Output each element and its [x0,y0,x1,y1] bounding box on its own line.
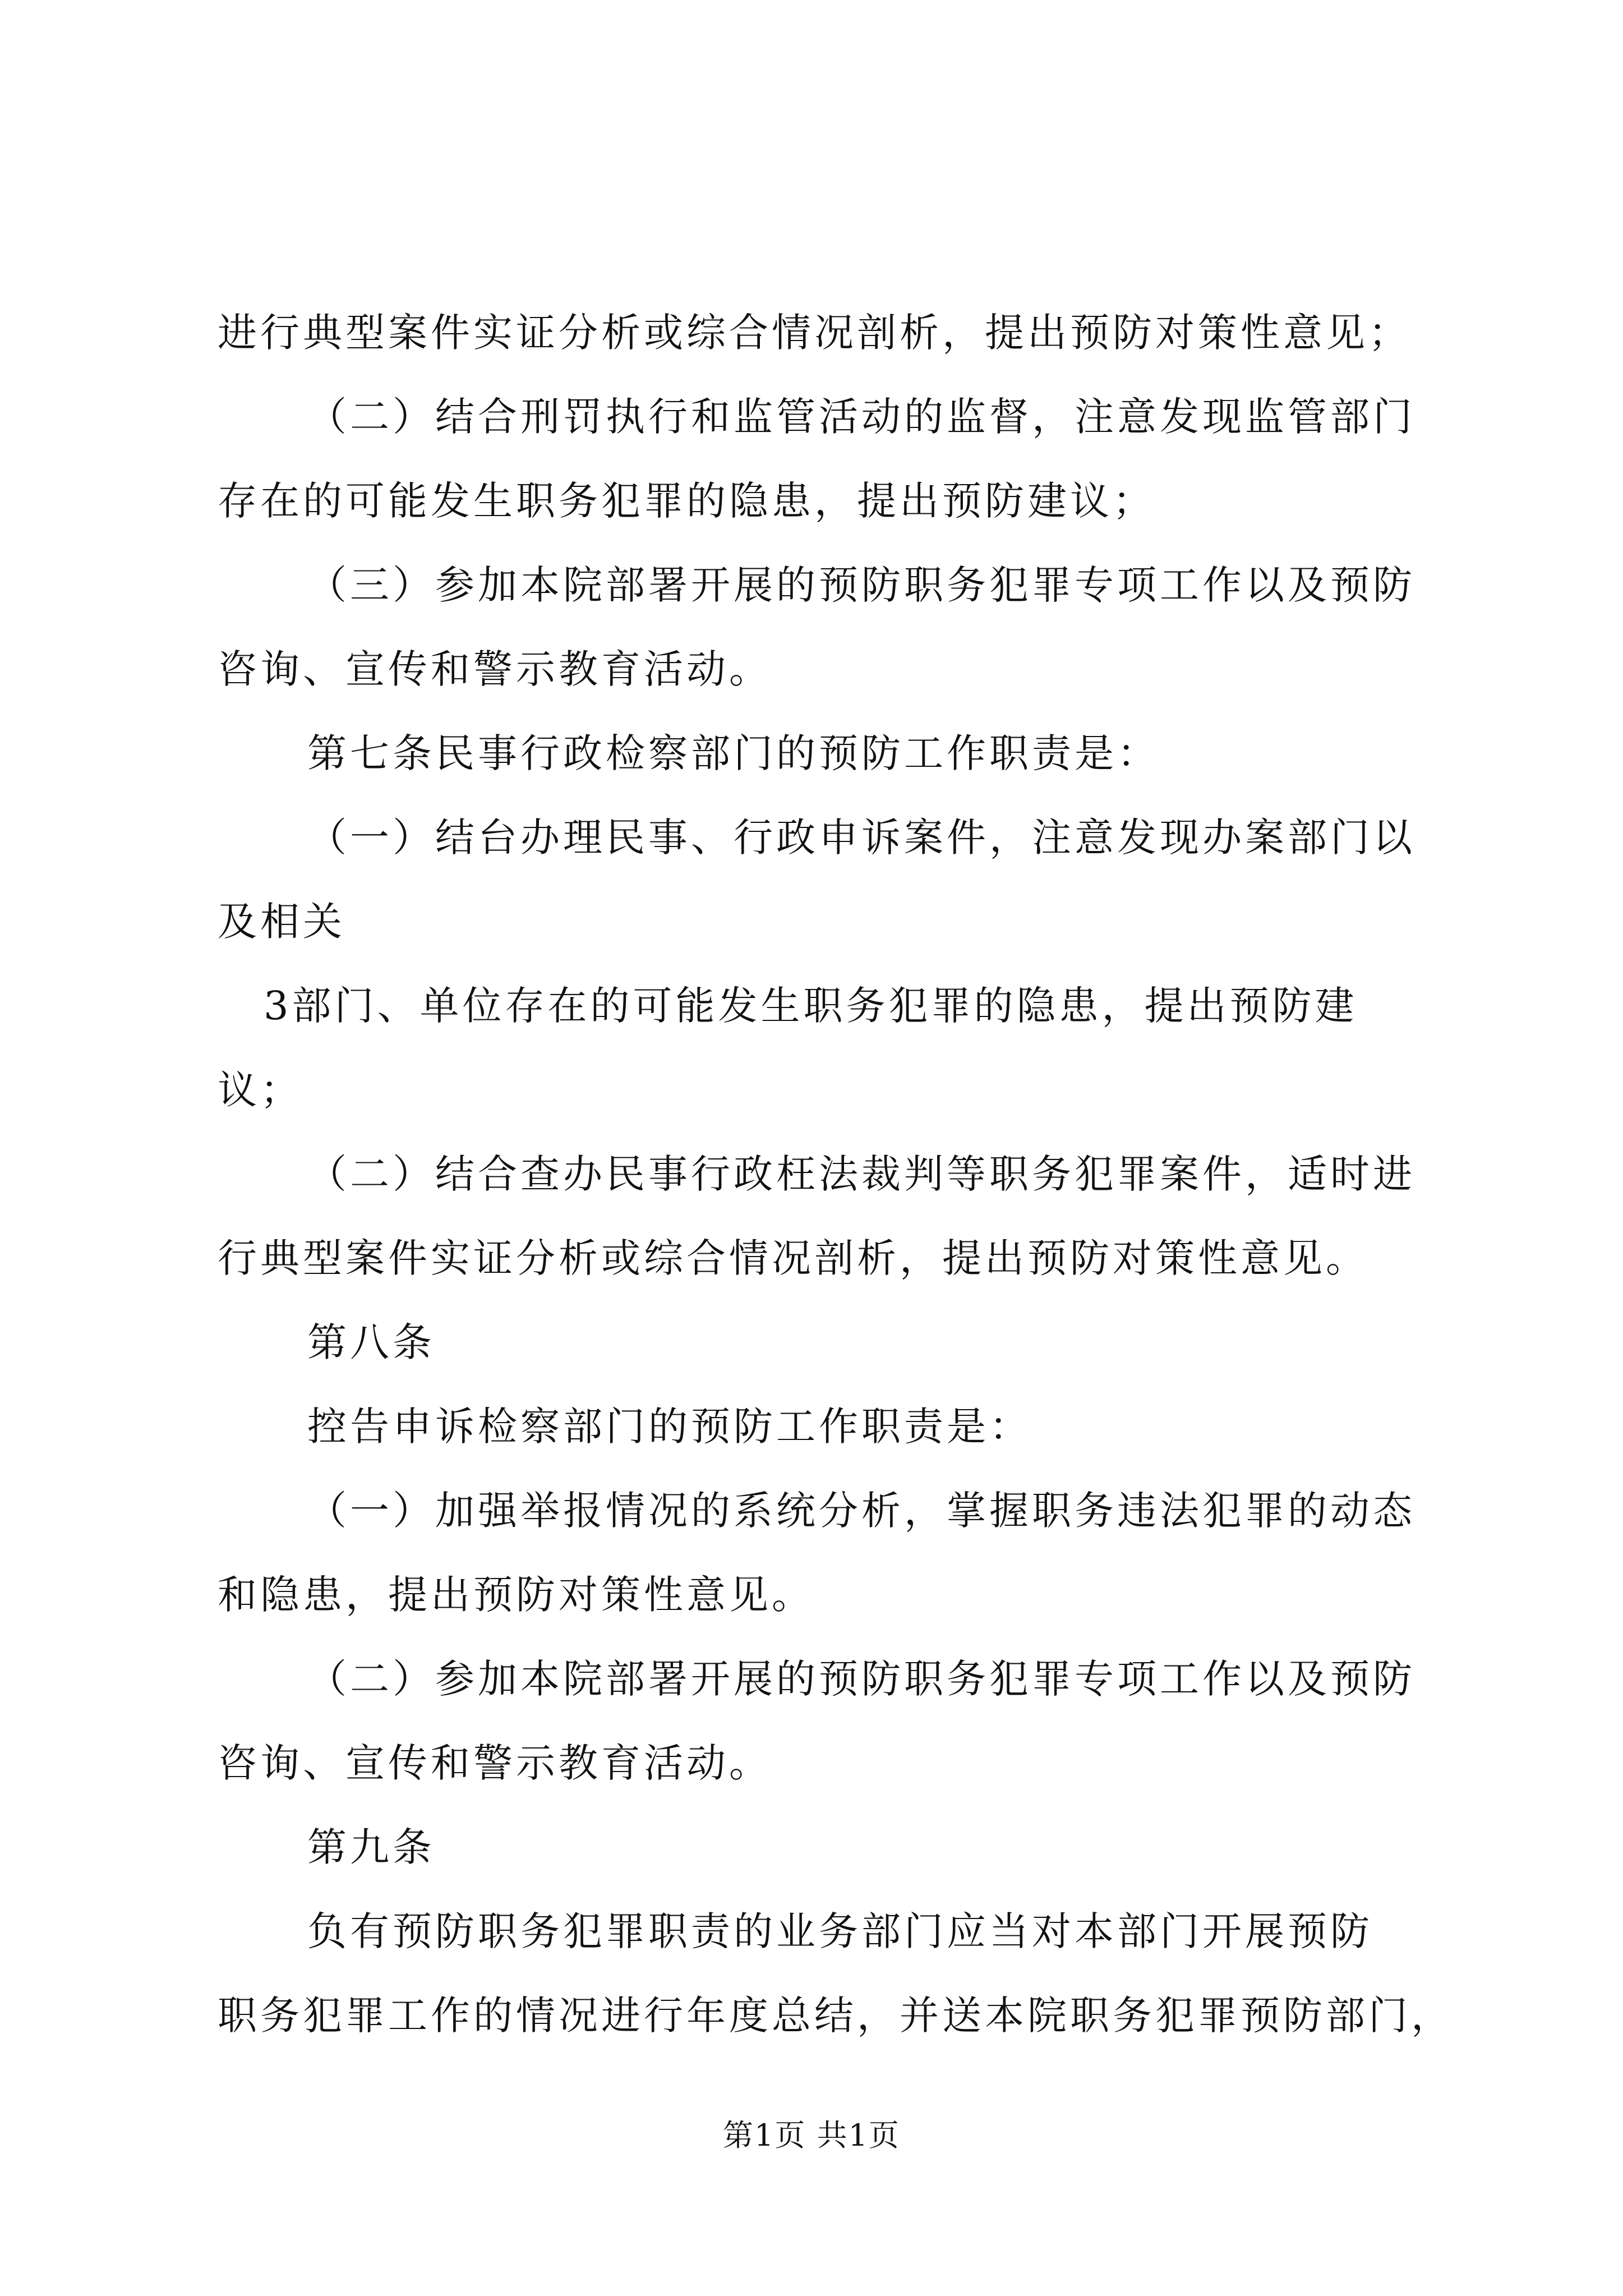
paragraph-line: 控告申诉检察部门的预防工作职责是： [307,1404,1032,1450]
paragraph-line: （一）加强举报情况的系统分析，掌握职务违法犯罪的动态 [307,1488,1415,1534]
paragraph-line: 和隐患，提出预防对策性意见。 [218,1572,814,1618]
paragraph-line: 存在的可能发生职务犯罪的隐患，提出预防建议； [218,478,1155,524]
paragraph-line: 行典型案件实证分析或综合情况剖析，提出预防对策性意见。 [218,1235,1368,1281]
paragraph-line: （二）结合查办民事行政枉法裁判等职务犯罪案件，适时进 [307,1151,1415,1197]
article-heading: 第八条 [307,1319,435,1365]
paragraph-line: （三）参加本院部署开展的预防职务犯罪专项工作以及预防 [307,562,1415,608]
paragraph-line: （一）结台办理民事、行政申诉案件，注意发现办案部门以 [307,815,1415,861]
page-footer: 第1页 共1页 [723,2118,900,2153]
paragraph-line: 咨询、宣传和警示教育活动。 [218,646,772,692]
paragraph-line: （二）结合刑罚执行和监管活动的监督，注意发现监管部门 [307,394,1415,440]
paragraph-line: 3部门、单位存在的可能发生职务犯罪的隐患，提出预防建 [264,983,1358,1029]
paragraph-line: 负有预防职务犯罪职责的业务部门应当对本部门开展预防 [307,1908,1373,1954]
paragraph-line: 职务犯罪工作的情况进行年度总结，并送本院职务犯罪预防部门， [218,1993,1454,2039]
paragraph-line: 及相关 [218,899,345,945]
paragraph-line: （二）参加本院部署开展的预防职务犯罪专项工作以及预防 [307,1656,1415,1702]
paragraph-line: 进行典型案件实证分析或综合情况剖析，提出预防对策性意见； [218,310,1411,356]
article-heading: 第七条民事行政检察部门的预防工作职责是： [307,730,1160,776]
article-heading: 第九条 [307,1824,435,1870]
paragraph-line: 议； [218,1067,303,1113]
paragraph-line: 咨询、宣传和警示教育活动。 [218,1740,772,1786]
